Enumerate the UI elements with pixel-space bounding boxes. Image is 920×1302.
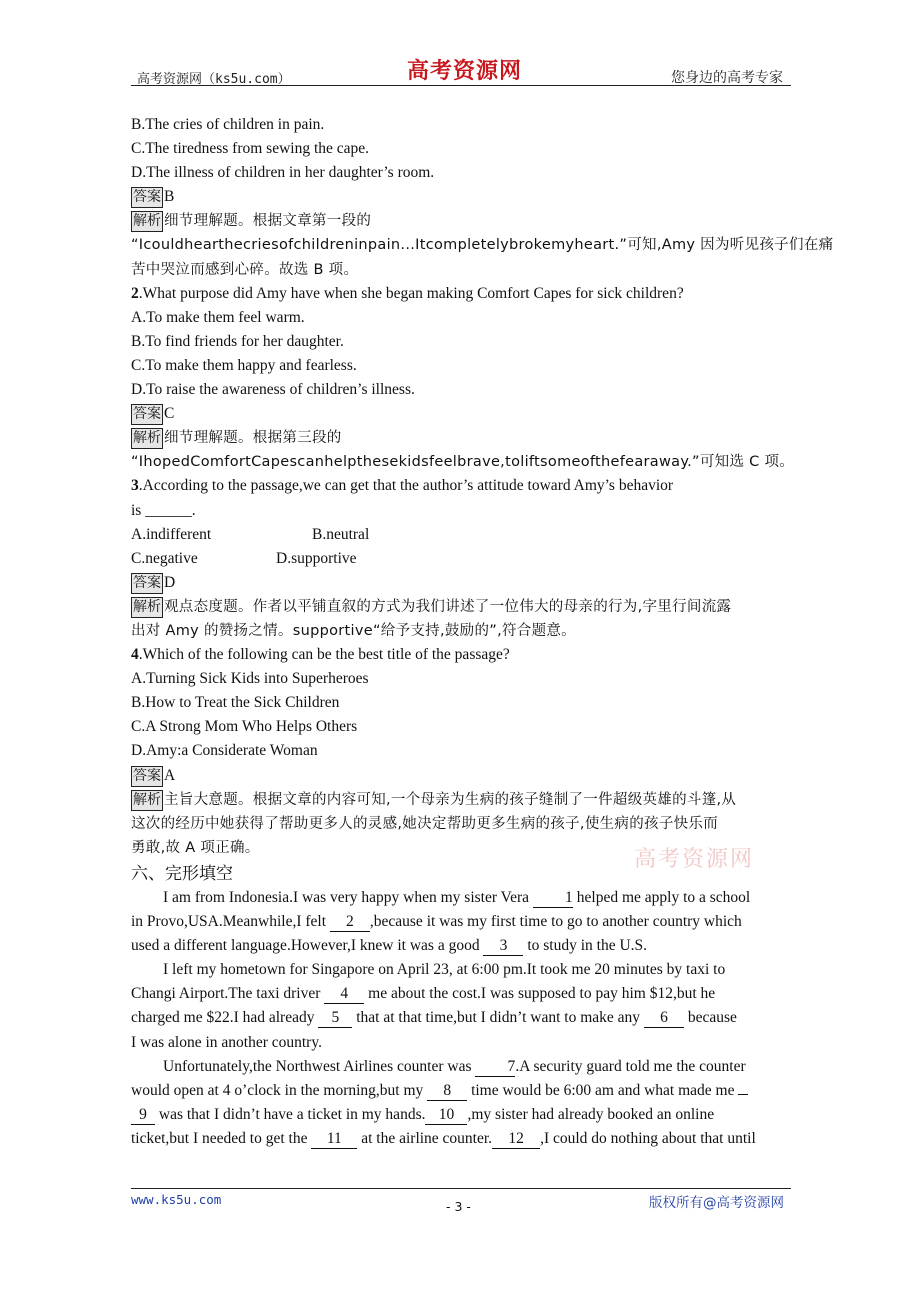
q3-option-a: A.indifferent <box>131 525 212 543</box>
cloze-p1-line3 <box>131 934 791 958</box>
header-site-name: 高考资源网（ks5u.com） <box>137 72 291 87</box>
cloze-text: ticket,but I needed to get the <box>131 1129 312 1147</box>
analysis-tag: 解析 <box>131 790 163 811</box>
cloze-p3-line1 <box>131 1055 791 1079</box>
cloze-text: Unfortunately,the Northwest Airlines counter was <box>163 1057 476 1075</box>
cloze-text: in Provo,USA.Meanwhile,I felt <box>131 913 330 931</box>
cloze-text: ,I could do nothing about that until <box>540 1129 756 1147</box>
header-slogan: 您身边的高考专家 <box>671 70 783 86</box>
analysis-tag: 解析 <box>131 597 163 618</box>
q3-stem-text-2: is ______. <box>131 501 196 519</box>
q1-analysis-text-1: 细节理解题。根据文章第一段的 <box>164 213 372 230</box>
q4-analysis <box>131 788 791 812</box>
q1-answer-value: B <box>164 188 175 206</box>
q4-analysis-text-3: 勇敢,故 A 项正确。 <box>131 839 260 856</box>
cloze-p2-line3 <box>131 1006 791 1030</box>
cloze-text: helped me apply to a school <box>572 889 751 906</box>
cloze-text: I am from Indonesia.I was very happy when my sister Vera <box>163 889 533 906</box>
q3-option-d: D.supportive <box>276 549 357 567</box>
q3-options-cd <box>131 547 791 571</box>
q2-analysis <box>131 426 791 450</box>
blank-12: 12 <box>492 1130 540 1149</box>
q4-option-d: D.Amy:a Considerate Woman <box>131 742 318 760</box>
q4-stem <box>131 643 791 667</box>
q4-analysis-text-2: 这次的经历中她获得了帮助更多人的灵感,她决定帮助更多生病的孩子,使生病的孩子快乐而 <box>131 815 719 832</box>
q3-answer <box>131 571 791 595</box>
header-rule <box>131 85 791 86</box>
cloze-p1-line2 <box>131 910 791 934</box>
blank-9-start <box>738 1094 748 1095</box>
cloze-p3-line2 <box>131 1079 791 1103</box>
cloze-text: .A security guard told me the counter <box>515 1057 746 1075</box>
page-content <box>131 113 834 1151</box>
q2-analysis-text-1: 细节理解题。根据第三段的 <box>164 430 342 447</box>
watermark: 高考资源网 <box>634 847 755 872</box>
answer-tag: 答案 <box>131 404 163 425</box>
q3-option-c: C.negative <box>131 549 198 567</box>
blank-1: 1 <box>533 889 573 908</box>
cloze-text: to study in the U.S. <box>523 937 648 955</box>
cloze-p3-line3 <box>131 1103 791 1127</box>
blank-8: 8 <box>427 1082 467 1101</box>
blank-10: 10 <box>425 1106 467 1125</box>
cloze-text: that at that time,but I didn’t want to make any <box>352 1009 644 1027</box>
analysis-tag: 解析 <box>131 211 163 232</box>
cloze-p2-line2 <box>131 982 791 1006</box>
q1-answer <box>131 185 791 209</box>
q4-answer-value: A <box>164 766 176 784</box>
q3-options-ab <box>131 523 791 547</box>
q1-analysis-text-2: “Icouldhearthecriesofchildreninpain...Itcompletelybrokemyheart.”可知,Amy 因为听见孩子们在痛 <box>131 237 834 254</box>
cloze-text: used a different language.However,I knew it was a good <box>131 937 484 955</box>
q2-answer <box>131 402 791 426</box>
analysis-tag: 解析 <box>131 428 163 449</box>
q4-answer <box>131 764 791 788</box>
cloze-text: because <box>683 1009 737 1027</box>
q3-analysis-text-2: 出对 Amy 的赞扬之情。supportive“给予支持,鼓励的”,符合题意。 <box>131 622 576 639</box>
q3-option-b: B.neutral <box>312 525 370 543</box>
q3-analysis <box>131 595 791 619</box>
q2-stem <box>131 282 791 306</box>
cloze-text: Changi Airport.The taxi driver <box>131 985 325 1003</box>
q3-answer-value: D <box>164 573 176 591</box>
cloze-text: me about the cost.I was supposed to pay him $12,but he <box>364 985 716 1003</box>
q2-option-c: C.To make them happy and fearless. <box>131 356 357 374</box>
page-number: - 3 - <box>446 1199 471 1214</box>
q1-analysis-text-3: 苦中哭泣而感到心碎。故选 B 项。 <box>131 261 359 278</box>
q2-number: 2 <box>131 284 139 302</box>
header-logo: 高考资源网 <box>407 58 523 84</box>
answer-tag: 答案 <box>131 766 163 787</box>
cloze-text: ,because it was my first time to go to another country which <box>369 913 742 931</box>
q3-stem <box>131 474 791 498</box>
q3-analysis-text-1: 观点态度题。作者以平铺直叙的方式为我们讲述了一位伟大的母亲的行为,字里行间流露 <box>164 598 732 615</box>
blank-11: 11 <box>311 1130 357 1149</box>
cloze-text: charged me $22.I had already <box>131 1009 319 1027</box>
q4-option-c: C.A Strong Mom Who Helps Others <box>131 718 358 736</box>
answer-tag: 答案 <box>131 187 163 208</box>
q2-option-d: D.To raise the awareness of children’s illness. <box>131 381 415 399</box>
blank-2: 2 <box>330 913 370 932</box>
q3-stem-text-1: .According to the passage,we can get that the author’s attitude toward Amy’s behavior <box>138 477 674 495</box>
footer-rule <box>131 1188 791 1189</box>
q4-analysis-text-1: 主旨大意题。根据文章的内容可知,一个母亲为生病的孩子缝制了一件超级英雄的斗篷,从 <box>164 791 737 808</box>
q4-option-b: B.How to Treat the Sick Children <box>131 694 340 712</box>
blank-9: 9 <box>131 1106 155 1125</box>
section-title: 六、完形填空 <box>131 863 233 884</box>
cloze-p1-line1 <box>131 886 791 910</box>
blank-6: 6 <box>644 1009 684 1028</box>
cloze-p3-line4 <box>131 1127 791 1151</box>
q1-analysis <box>131 209 791 233</box>
cloze-text: time would be 6:00 am and what made me <box>467 1081 739 1099</box>
cloze-p2-line4: I was alone in another country. <box>131 1033 322 1051</box>
q4-number: 4 <box>131 646 139 664</box>
q4-stem-text: .Which of the following can be the best title of the passage? <box>138 646 510 664</box>
q1-option-c: C.The tiredness from sewing the cape. <box>131 140 370 158</box>
q2-stem-text: .What purpose did Amy have when she began making Comfort Capes for sick children? <box>138 284 684 302</box>
q4-option-a: A.Turning Sick Kids into Superheroes <box>131 670 369 688</box>
cloze-text: ,my sister had already booked an online <box>467 1105 715 1123</box>
q2-analysis-text-2: “IhopedComfortCapescanhelpthesekidsfeelbrave,toliftsomeofthefearaway.”可知选 C 项。 <box>131 454 795 471</box>
blank-3: 3 <box>483 937 523 956</box>
q2-option-a: A.To make them feel warm. <box>131 308 305 326</box>
cloze-text: would open at 4 o’clock in the morning,but my <box>131 1081 428 1099</box>
blank-7: 7 <box>475 1058 515 1077</box>
q2-option-b: B.To find friends for her daughter. <box>131 332 344 350</box>
cloze-text: at the airline counter. <box>357 1129 493 1147</box>
footer-site-link[interactable]: www.ks5u.com <box>131 1192 222 1207</box>
q1-option-d: D.The illness of children in her daughter’s room. <box>131 164 435 182</box>
cloze-p2-line1: I left my hometown for Singapore on April 23, at 6:00 pm.It took me 20 minutes by taxi to <box>163 961 726 979</box>
blank-4: 4 <box>324 985 364 1004</box>
blank-5: 5 <box>318 1009 352 1028</box>
q1-option-b: B.The cries of children in pain. <box>131 116 325 133</box>
footer-copyright: 版权所有@高考资源网 <box>649 1195 784 1211</box>
q2-answer-value: C <box>164 405 175 423</box>
answer-tag: 答案 <box>131 573 163 594</box>
q3-number: 3 <box>131 477 139 495</box>
cloze-text: was that I didn’t have a ticket in my hands. <box>155 1105 426 1123</box>
